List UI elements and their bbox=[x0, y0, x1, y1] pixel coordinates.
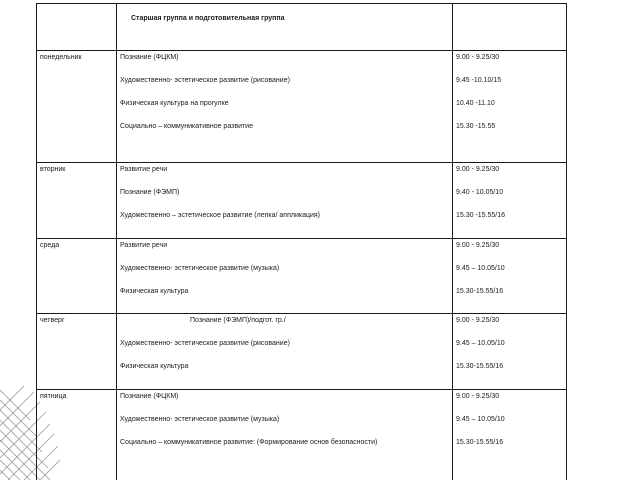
activities-cell bbox=[117, 163, 453, 239]
day-cell: понедельник bbox=[37, 51, 117, 163]
table-row-friday bbox=[37, 390, 567, 480]
times-cell bbox=[453, 239, 567, 314]
activity-item: Художественно- эстетическое развитие (рисование) bbox=[120, 340, 290, 347]
times-cell bbox=[453, 314, 567, 390]
activity-item: Художественно- эстетическое развитие (музыка) bbox=[120, 416, 280, 423]
activity-item: Физическая культура bbox=[120, 363, 189, 370]
time-item: 15.30-15.55/16 bbox=[456, 439, 504, 446]
times-cell bbox=[453, 163, 567, 239]
day-cell: четверг bbox=[37, 314, 117, 390]
activity-item: Познание (ФЦКМ) bbox=[120, 393, 179, 400]
time-item: 15.30-15.55/16 bbox=[456, 288, 504, 295]
time-item: 9.40 - 10.05/10 bbox=[456, 189, 504, 196]
table-header-row bbox=[37, 4, 567, 51]
header-empty-cell bbox=[453, 4, 567, 51]
time-item: 9.00 - 9.25/30 bbox=[456, 166, 500, 173]
time-item: 9.00 - 9.25/30 bbox=[456, 317, 500, 324]
time-item: 9.45 -10.10/15 bbox=[456, 77, 502, 84]
activity-item: Развитие речи bbox=[120, 242, 168, 249]
time-item: 9.45 – 10.05/10 bbox=[456, 416, 505, 423]
activities-cell bbox=[117, 390, 453, 480]
day-cell: вторник bbox=[37, 163, 117, 239]
time-item: 9.45 – 10.05/10 bbox=[456, 340, 505, 347]
time-item: 9.00 - 9.25/30 bbox=[456, 54, 500, 61]
time-item: 9.45 – 10.05/10 bbox=[456, 265, 505, 272]
activity-item: Художественно- эстетическое развитие (рисование) bbox=[120, 77, 290, 84]
table-row-wednesday bbox=[37, 239, 567, 314]
table-row-monday bbox=[37, 51, 567, 163]
group-title: Старшая группа и подготовительная группа bbox=[117, 4, 453, 51]
activities-cell bbox=[117, 314, 453, 390]
time-item: 15.30 -15.55 bbox=[456, 123, 496, 130]
times-cell bbox=[453, 51, 567, 163]
activity-item: Социально – коммуникативное развитие: (Формирование основ безопасности) bbox=[120, 439, 378, 446]
time-item: 9.00 - 9.25/30 bbox=[456, 242, 500, 249]
activities-cell bbox=[117, 51, 453, 163]
times-cell bbox=[453, 390, 567, 480]
activity-item: Развитие речи bbox=[120, 166, 168, 173]
day-cell: среда bbox=[37, 239, 117, 314]
header-empty-cell bbox=[37, 4, 117, 51]
time-item: 9.00 - 9.25/30 bbox=[456, 393, 500, 400]
activity-item: Социально – коммуникативное развитие bbox=[120, 123, 253, 130]
activity-item: Художественно- эстетическое развитие (музыка) bbox=[120, 265, 280, 272]
activity-item: Познание (ФЦКМ) bbox=[120, 54, 179, 61]
activity-item: Физическая культура bbox=[120, 288, 189, 295]
activity-item: Познание (ФЭМП) bbox=[120, 189, 180, 196]
time-item: 10.40 -11.10 bbox=[456, 100, 495, 107]
activities-cell bbox=[117, 239, 453, 314]
day-cell: пятница bbox=[37, 390, 117, 480]
activity-item: Физическая культура на прогулке bbox=[120, 100, 229, 107]
table-row-thursday bbox=[37, 314, 567, 390]
schedule-table bbox=[36, 3, 567, 480]
activity-item: Художественно – эстетическое развитие (лепка/ аппликация) bbox=[120, 212, 321, 219]
time-item: 15.30-15.55/16 bbox=[456, 363, 504, 370]
time-item: 15.30 -15.55/16 bbox=[456, 212, 506, 219]
table-row-tuesday bbox=[37, 163, 567, 239]
activity-item: Познание (ФЭМП)/подгот. гр./ bbox=[190, 317, 286, 324]
